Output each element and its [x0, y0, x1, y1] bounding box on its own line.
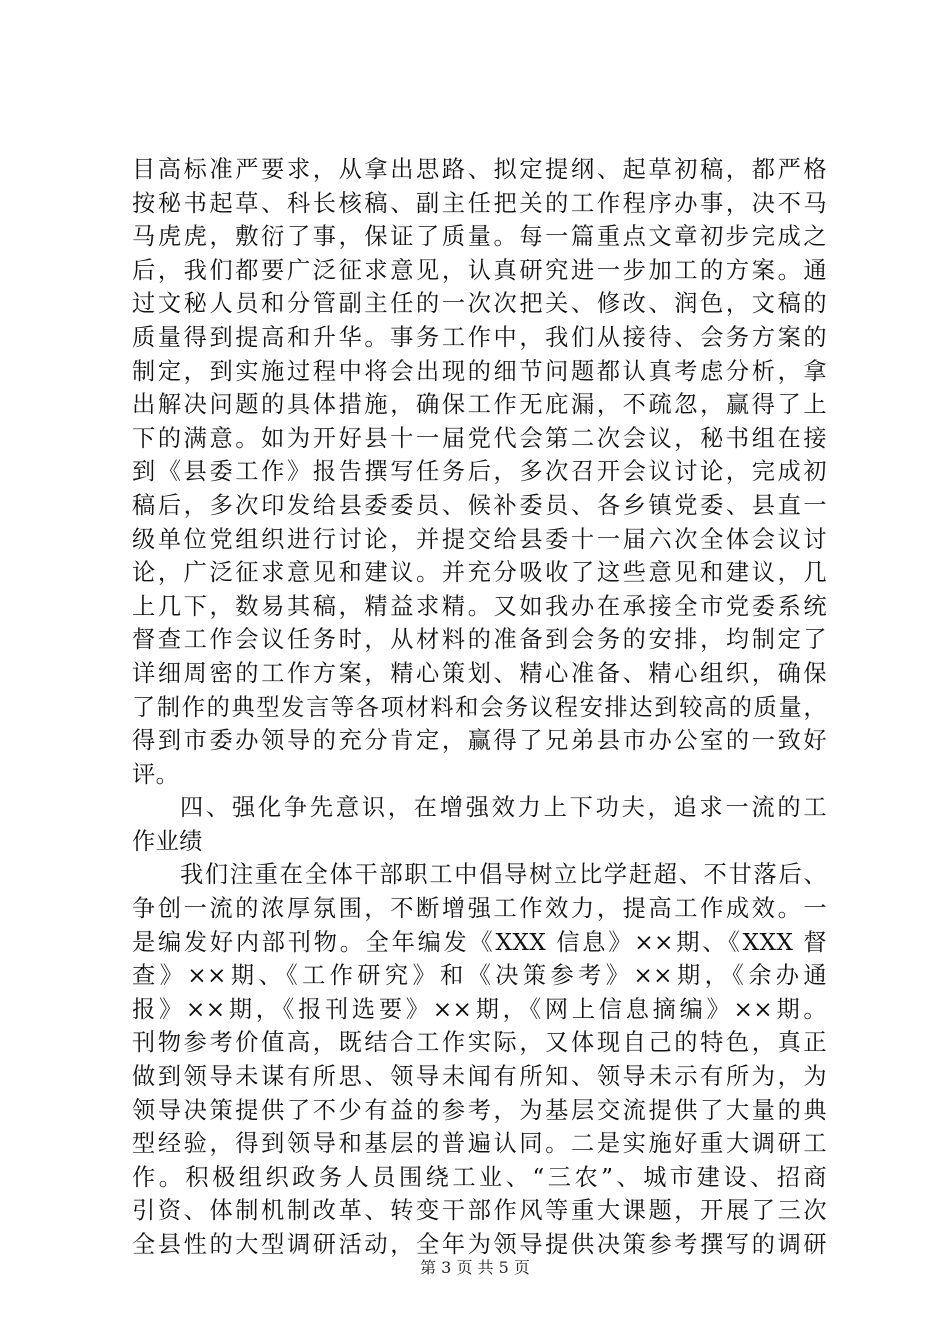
text-line: 马虎虎，敷衍了事，保证了质量。每一篇重点文章初步完成之: [132, 223, 827, 251]
page-number-label: 第 3 页 共 5 页: [420, 1258, 530, 1277]
text-line: 后，我们都要广泛征求意见，认真研究进一步加工的方案。通: [132, 256, 827, 284]
text-line: 制定，到实施过程中将会出现的细节问题都认真考虑分析，拿: [132, 357, 827, 385]
text-line: 作。积极组织政务人员围绕工业、“三农”、城市建设、招商: [132, 1163, 827, 1191]
text-line: 刊物参考价值高，既结合工作实际，又体现自己的特色，真正: [132, 1029, 827, 1057]
text-line: 全县性的大型调研活动，全年为领导提供决策参考撰写的调研: [132, 1231, 827, 1258]
text-line: 按秘书起草、科长核稿、副主任把关的工作程序办事，决不马: [132, 189, 827, 217]
text-line: 争创一流的浓厚氛围，不断增强工作效力，提高工作成效。一: [132, 895, 827, 923]
text-line: 下的满意。如为开好县十一届党代会第二次会议，秘书组在接: [132, 424, 827, 452]
text-line: 引资、体制机制改革、转变干部作风等重大课题，开展了三次: [132, 1197, 827, 1225]
page-footer: [0, 1255, 950, 1278]
text-line: 级单位党组织进行讨论，并提交给县委十一届六次全体会议讨: [132, 525, 827, 553]
text-line: 评。: [132, 760, 180, 788]
text-line: 报》××期，《报刊选要》××期，《网上信息摘编》××期。: [132, 995, 827, 1023]
text-line: 是编发好内部刊物。全年编发《XXX 信息》××期、《XXX 督: [132, 928, 827, 956]
text-line: 作业绩: [132, 827, 203, 855]
text-line: 领导决策提供了不少有益的参考，为基层交流提供了大量的典: [132, 1096, 827, 1124]
text-line: 目高标准严要求，从拿出思路、拟定提纲、起草初稿，都严格: [132, 156, 827, 183]
text-line: 稿后，多次印发给县委委员、候补委员、各乡镇党委、县直一: [132, 491, 827, 519]
text-line: 督查工作会议任务时，从材料的准备到会务的安排，均制定了: [132, 626, 827, 654]
text-line: 我们注重在全体干部职工中倡导树立比学赶超、不甘落后、: [180, 861, 827, 889]
text-line: 出解决问题的具体措施，确保工作无庇漏，不疏忽，赢得了上: [132, 391, 827, 419]
text-line: 做到领导未谋有所思、领导未闻有所知、领导未示有所为，为: [132, 1063, 827, 1091]
text-line: 质量得到提高和升华。事务工作中，我们从接待、会务方案的: [132, 323, 827, 351]
text-line: 型经验，得到领导和基层的普遍认同。二是实施好重大调研工: [132, 1130, 827, 1158]
text-line: 到《县委工作》报告撰写任务后，多次召开会议讨论，完成初: [132, 458, 827, 486]
document-body: [132, 153, 827, 1262]
text-line: 得到市委办领导的充分肯定，赢得了兄弟县市办公室的一致好: [132, 727, 827, 755]
text-line: 查》××期、《工作研究》和《决策参考》××期，《余办通: [132, 962, 827, 990]
text-line: 过文秘人员和分管副主任的一次次把关、修改、润色，文稿的: [132, 290, 827, 318]
text-line: 详细周密的工作方案，精心策划、精心准备、精心组织，确保: [132, 659, 827, 687]
text-line: 上几下，数易其稿，精益求精。又如我办在承接全市党委系统: [132, 592, 827, 620]
text-line: 论，广泛征求意见和建议。并充分吸收了这些意见和建议，几: [132, 559, 827, 587]
text-line: 四、强化争先意识，在增强效力上下功夫，追求一流的工: [180, 794, 827, 822]
text-line: 了制作的典型发言等各项材料和会务议程安排达到较高的质量，: [132, 693, 827, 721]
